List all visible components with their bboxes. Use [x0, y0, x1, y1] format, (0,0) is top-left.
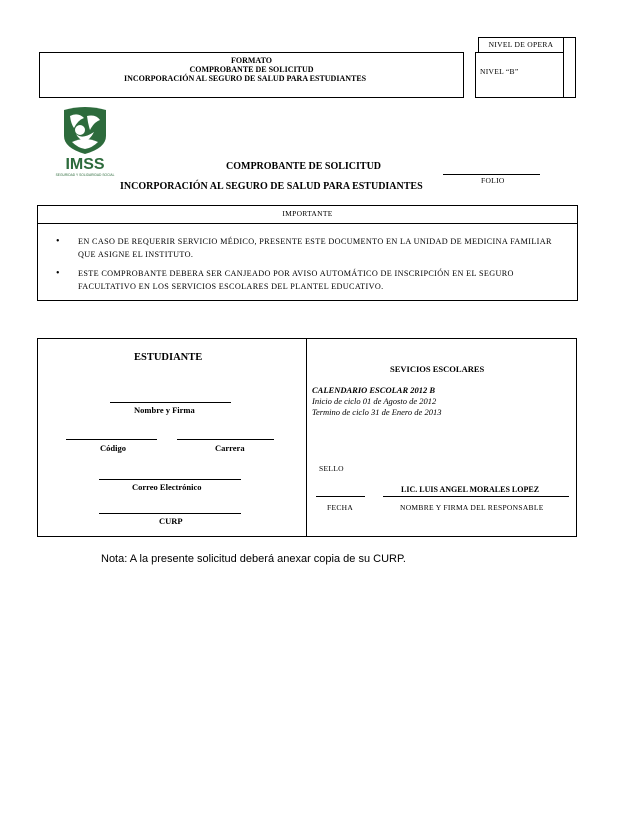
career-label: Carrera	[215, 443, 245, 453]
date-label: FECHA	[327, 503, 354, 512]
services-heading: SEVICIOS ESCOLARES	[390, 364, 485, 374]
code-line	[66, 439, 157, 440]
email-line	[99, 479, 241, 480]
curp-note: Nota: A la presente solicitud deberá anexar copia de su CURP.	[101, 553, 406, 565]
folio-label: FOLIO	[481, 176, 505, 185]
important-item: • ESTE COMPROBANTE DEBERA SER CANJEADO POR AVISO AUTOMÁTICO DE INSCRIPCIÓN EN EL SEGURO FACULTATIVO EN LOS SERVICIOS ESCOLARES DEL PLANTEL EDUCATIVO.	[52, 267, 557, 293]
date-line	[316, 496, 365, 497]
format-description: INCORPORACIÓN AL SEGURO DE SALUD PARA ESTUDIANTES	[124, 74, 367, 83]
nivel-label: NIVEL DE OPERA	[488, 40, 554, 49]
nivel-value: NIVEL “B”	[480, 67, 519, 76]
career-line	[177, 439, 274, 440]
important-divider	[37, 223, 578, 224]
curp-label: CURP	[159, 516, 183, 526]
document-subtitle: INCORPORACIÓN AL SEGURO DE SALUD PARA ESTUDIANTES	[120, 181, 423, 192]
imss-emblem-icon	[54, 106, 116, 178]
important-heading: IMPORTANTE	[282, 209, 333, 218]
important-item: • EN CASO DE REQUERIR SERVICIO MÉDICO, PRESENTE ESTE DOCUMENTO EN LA UNIDAD DE MEDICINA FAMILIAR QUE ASIGNE EL INSTITUTO.	[52, 235, 557, 261]
student-heading: ESTUDIANTE	[134, 352, 203, 363]
section-divider	[306, 338, 307, 537]
seal-label: SELLO	[319, 464, 344, 473]
imss-logo	[54, 106, 116, 178]
format-subtitle: COMPROBANTE DE SOLICITUD	[189, 65, 314, 74]
responsible-name: LIC. LUIS ANGEL MORALES LOPEZ	[401, 485, 540, 494]
folio-line	[443, 174, 540, 175]
email-label: Correo Electrónico	[132, 482, 202, 492]
name-line	[110, 402, 231, 403]
curp-line	[99, 513, 241, 514]
name-label: Nombre y Firma	[134, 405, 195, 415]
nivel-side-box	[564, 37, 576, 98]
logo-text: IMSS	[65, 156, 105, 173]
signature-label: NOMBRE Y FIRMA DEL RESPONSABLE	[400, 503, 544, 512]
calendar-title: CALENDARIO ESCOLAR 2012 B	[312, 385, 436, 395]
cycle-start: Inicio de ciclo 01 de Agosto de 2012	[312, 396, 437, 406]
format-title: FORMATO	[230, 56, 273, 65]
signature-line	[383, 496, 569, 497]
important-list	[52, 235, 557, 293]
logo-tagline: SEGURIDAD Y SOLIDARIDAD SOCIAL	[55, 173, 115, 177]
cycle-end: Termino de ciclo 31 de Enero de 2013	[312, 407, 442, 417]
code-label: Código	[100, 443, 126, 453]
document-title: COMPROBANTE DE SOLICITUD	[226, 161, 382, 172]
